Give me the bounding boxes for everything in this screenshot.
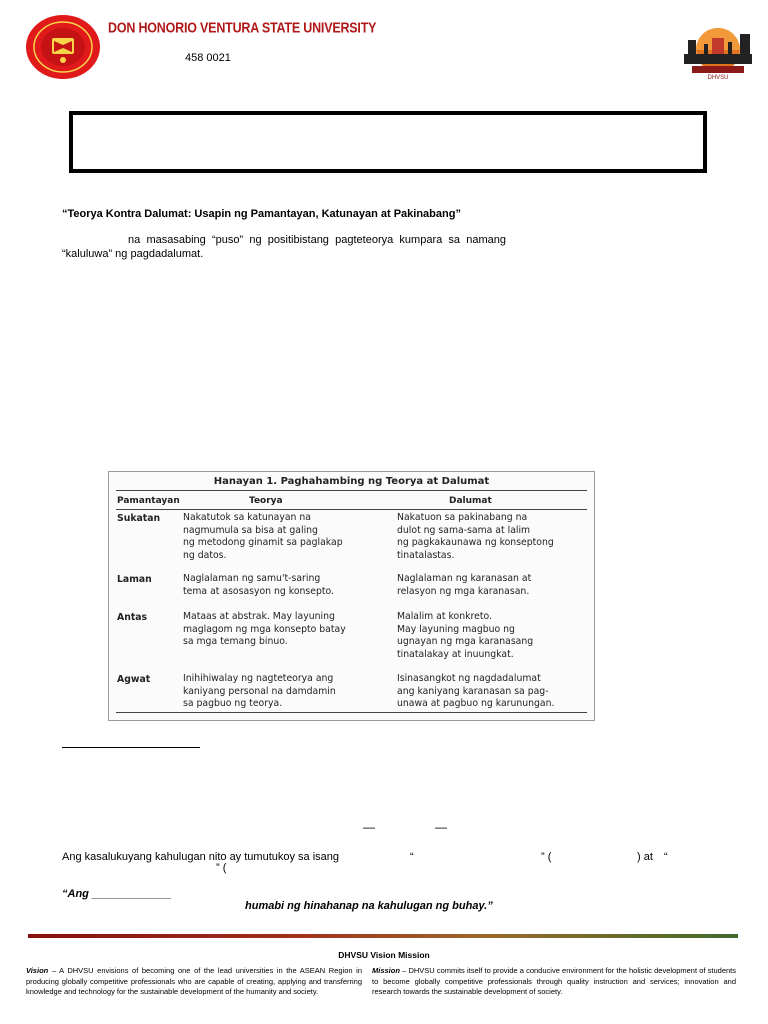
column-header-teorya: Teorya	[249, 496, 283, 506]
open-quote-2: “	[664, 851, 668, 863]
comparison-table	[108, 471, 595, 721]
close-paren-at: ) at	[637, 851, 653, 863]
cell-laman-dalumat: Naglalaman ng karanasan at relasyon ng mga karanasan.	[397, 573, 532, 597]
intro-paragraph	[62, 233, 506, 261]
mission-statement	[372, 966, 736, 998]
footer-divider	[28, 934, 738, 938]
cell-laman-teorya: Naglalaman ng samu't-saring tema at asosasyon ng konsepto.	[183, 573, 334, 597]
close-quote: ” (	[541, 851, 552, 863]
table-bottom-rule	[116, 712, 587, 713]
cell-antas-dalumat: Malalim at konkreto. May layuning magbuo ng ugnayan ng mga karanasang tinatalakay at inuungkat.	[397, 611, 534, 660]
cell-antas-teorya: Mataas at abstrak. May layuning maglagom ng mga konsepto batay sa mga temang binuo.	[183, 611, 346, 647]
mission-label: Mission	[372, 966, 400, 975]
document-heading: “Teorya Kontra Dalumat: Usapin ng Pamantayan, Katunayan at Pakinabang”	[62, 208, 461, 220]
open-quote: “	[410, 851, 414, 863]
vision-text: – A DHVSU envisions of becoming one of the lead universities in the ASEAN Region in producing globally competitive professionals who are capable of creating, applying and transferring knowledge and technology for the sustainable development of the humanity and society.	[26, 966, 362, 996]
quote-end: humabi ng hinahanap na kahulugan ng buhay.”	[245, 900, 493, 912]
sentence-line-2: ” (	[216, 862, 227, 874]
table-header-rule	[116, 509, 587, 510]
row-label-laman: Laman	[117, 574, 152, 585]
column-header-pamantayan: Pamantayan	[117, 496, 180, 506]
university-seal-logo	[24, 14, 102, 80]
cell-agwat-teorya: Inihihiwalay ng nagteteorya ang kaniyang personal na damdamin sa pagbuo ng teorya.	[183, 673, 336, 709]
university-name: DON HONORIO VENTURA STATE UNIVERSITY	[108, 20, 377, 37]
em-dash: —	[363, 820, 375, 834]
title-box	[69, 111, 707, 173]
dhvsu-logo	[678, 26, 758, 82]
cell-sukatan-dalumat: Nakatuon sa pakinabang na dulot ng sama-sama at lalim ng pagkakaunawa ng konseptong tinatalastas.	[397, 512, 554, 561]
phone-number: 458 0021	[185, 52, 231, 64]
intro-paragraph-text: na masasabing “puso” ng positibistang pagteteorya kumpara sa namang “kaluluwa” ng pagdadalumat.	[62, 234, 506, 260]
em-dash: —	[435, 820, 447, 834]
quote-start: “Ang _____________	[62, 888, 172, 900]
vision-label: Vision	[26, 966, 49, 975]
table-caption: Hanayan 1. Paghahambing ng Teorya at Dalumat	[213, 476, 490, 487]
vision-statement	[26, 966, 362, 998]
column-header-dalumat: Dalumat	[449, 496, 492, 506]
mission-text: – DHVSU commits itself to provide a conducive environment for the holistic development of students to become globally competitive professionals through quality instruction and services; innovation and research towards the sustainable development of society.	[372, 966, 736, 996]
blank-underline	[62, 747, 200, 748]
table-top-rule	[116, 490, 587, 491]
row-label-sukatan: Sukatan	[117, 513, 161, 524]
dhvsu-logo-text: DHVSU	[707, 75, 729, 81]
row-label-agwat: Agwat	[117, 674, 151, 685]
vision-mission-title: DHVSU Vision Mission	[338, 950, 430, 960]
cell-sukatan-teorya: Nakatutok sa katunayan na nagmumula sa bisa at galing ng metodong ginamit sa paglakap ng datos.	[183, 512, 343, 561]
cell-agwat-dalumat: Isinasangkot ng nagdadalumat ang kaniyang karanasan sa pag- unawa at pagbuo ng karunungan.	[397, 673, 555, 709]
definition-sentence: Ang kasalukuyang kahulugan nito ay tumutukoy sa isang	[62, 851, 340, 863]
row-label-antas: Antas	[117, 612, 148, 623]
